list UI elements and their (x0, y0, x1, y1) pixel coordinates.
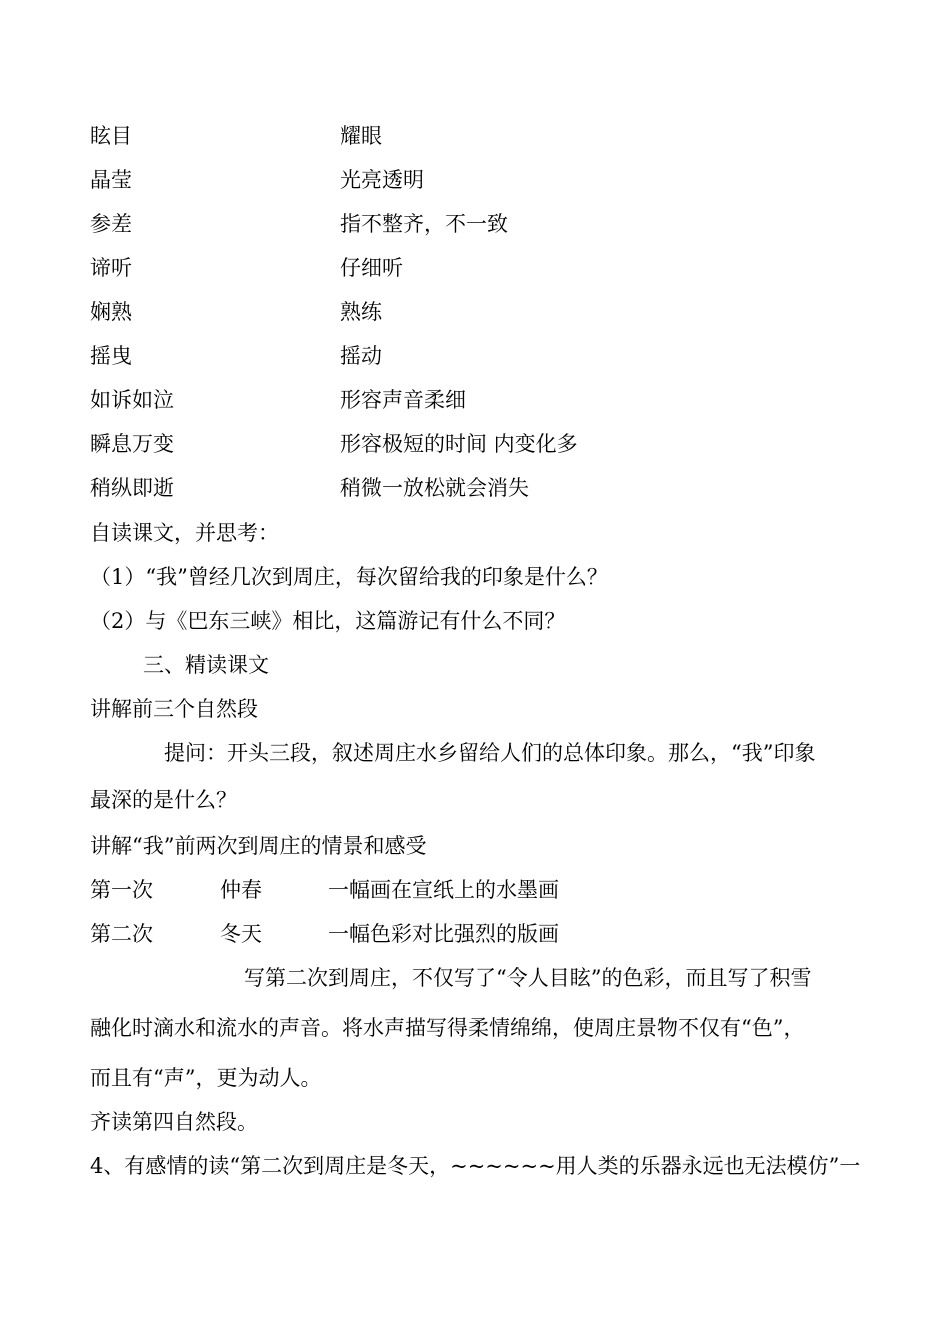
vocab-term: 谛听 (90, 256, 132, 280)
vocab-meaning: 指不整齐，不一致 (340, 212, 508, 236)
vocab-meaning: 仔细听 (340, 256, 403, 280)
vocab-row (90, 253, 403, 283)
vocab-row (90, 341, 382, 371)
vocab-meaning: 耀眼 (340, 124, 382, 148)
vocab-row (90, 297, 382, 327)
vocab-meaning: 摇动 (340, 344, 382, 368)
vocab-row (90, 165, 424, 195)
vocab-row (90, 121, 382, 151)
question-1: （1）“我”曾经几次到周庄，每次留给我的印象是什么？ (90, 565, 608, 589)
vocab-row (90, 473, 529, 503)
vocab-meaning: 稍微一放松就会消失 (340, 476, 529, 500)
visit-row (90, 875, 559, 905)
visit-impression: 一幅画在宣纸上的水墨画 (328, 878, 559, 902)
vocab-term: 如诉如泣 (90, 388, 174, 412)
item-4: 4、有感情的读“第二次到周庄是冬天，~~~~~~用人类的乐器永远也无法模仿”一 (90, 1154, 861, 1178)
analysis-paragraph-line: 而且有“声”，更为动人。 (90, 1066, 322, 1090)
section-heading: 三、精读课文 (143, 653, 269, 677)
vocab-term: 娴熟 (90, 300, 132, 324)
vocab-term: 眩目 (90, 124, 132, 148)
visit-time: 第二次 (90, 922, 153, 946)
visit-row (90, 919, 559, 949)
analysis-paragraph-line: 写第二次到周庄，不仅写了“令人目眩”的色彩，而且写了积雪 (244, 966, 812, 990)
question-2: （2）与《巴东三峡》相比，这篇游记有什么不同？ (90, 609, 566, 633)
visit-impression: 一幅色彩对比强烈的版画 (328, 922, 559, 946)
vocab-term: 稍纵即逝 (90, 476, 174, 500)
read-instruction: 齐读第四自然段。 (90, 1110, 258, 1134)
explain-heading: 讲解前三个自然段 (90, 697, 258, 721)
vocab-row (90, 385, 466, 415)
vocab-row (90, 209, 508, 239)
visit-season: 仲春 (220, 878, 262, 902)
vocab-term: 参差 (90, 212, 132, 236)
vocab-term: 摇曳 (90, 344, 132, 368)
vocab-meaning: 形容声音柔细 (340, 388, 466, 412)
vocab-term: 瞬息万变 (90, 432, 174, 456)
visit-season: 冬天 (220, 922, 262, 946)
vocab-row (90, 429, 578, 459)
self-read-instruction: 自读课文，并思考： (90, 521, 279, 545)
question-paragraph-line: 提问：开头三段，叙述周庄水乡留给人们的总体印象。那么，“我”印象 (164, 741, 816, 765)
vocab-meaning: 光亮透明 (340, 168, 424, 192)
vocab-meaning: 形容极短的时间 内变化多 (340, 432, 578, 456)
visit-time: 第一次 (90, 878, 153, 902)
analysis-paragraph-line: 融化时滴水和流水的声音。将水声描写得柔情绵绵，使周庄景物不仅有“色”， (90, 1016, 805, 1040)
vocab-term: 晶莹 (90, 168, 132, 192)
vocab-meaning: 熟练 (340, 300, 382, 324)
question-paragraph-line: 最深的是什么？ (90, 788, 237, 812)
explain-heading: 讲解“我”前两次到周庄的情景和感受 (90, 834, 427, 858)
